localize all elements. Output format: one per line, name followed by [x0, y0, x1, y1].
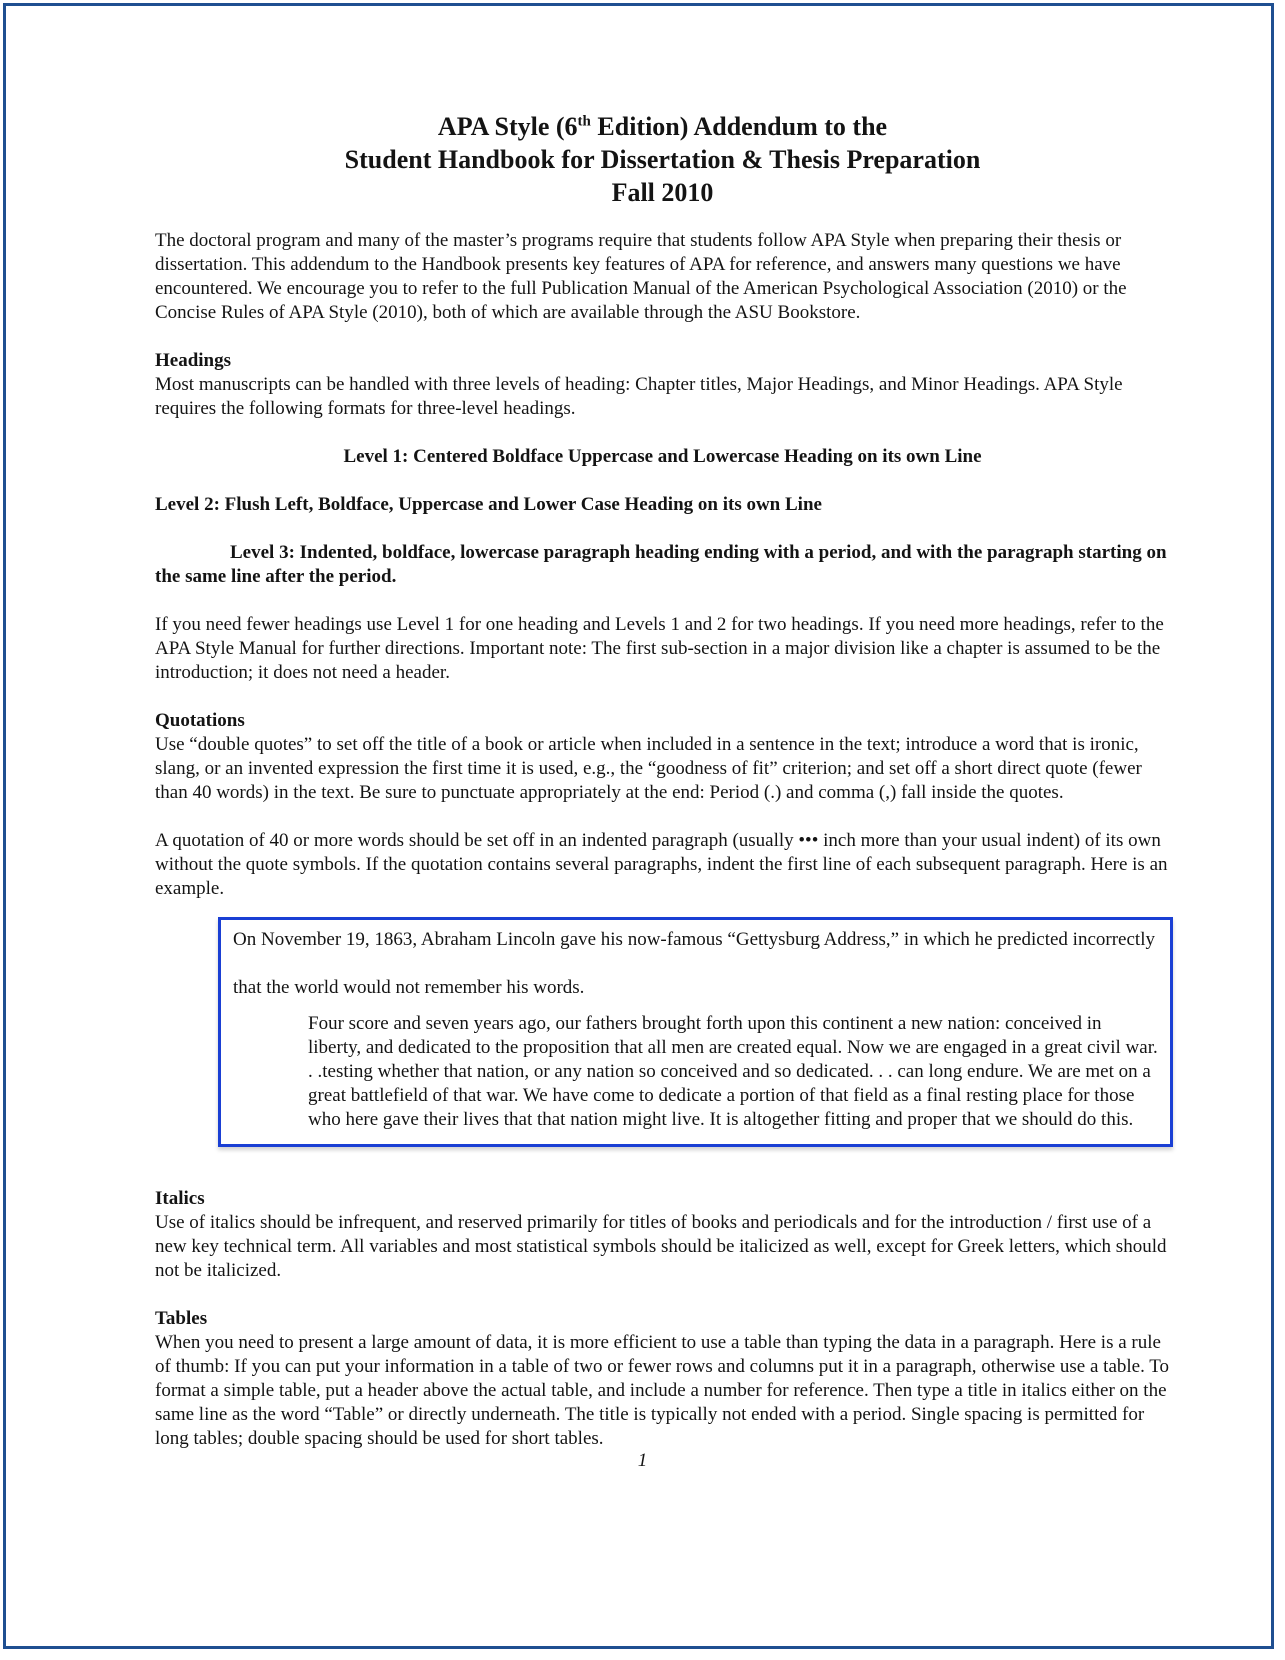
title-line-2: Student Handbook for Dissertation & Thesis Preparation: [344, 145, 981, 174]
headings-section-body: Most manuscripts can be handled with three levels of heading: Chapter titles, Major Headings, and Minor Headings. APA Style requires the following formats for three-level headings.: [155, 374, 1123, 419]
title-line-3: Fall 2010: [611, 178, 714, 207]
intro-paragraph: The doctoral program and many of the master’s programs require that students follow APA Style when preparing their thesis or dissertation. This addendum to the Handbook presents key features of APA for reference, and answers many questions we have encountered. We encourage you to refer to the full Publication Manual of the American Psychological Association (2010) or the Concise Rules of APA Style (2010), both of which are available through the ASU Bookstore.: [155, 230, 1127, 323]
quotation-example-box: [218, 917, 1173, 1147]
level1-heading-example: Level 1: Centered Boldface Uppercase and Lowercase Heading on its own Line: [343, 446, 982, 467]
level2-heading-example: Level 2: Flush Left, Boldface, Uppercase and Lower Case Heading on its own Line: [155, 494, 822, 515]
headings-section-heading: Headings: [155, 350, 232, 371]
tables-section-body: When you need to present a large amount of data, it is more efficient to use a table than typing the data in a paragraph. Here is a rule of thumb: If you can put your information in a table of two or fewer rows and columns put it in a paragraph, otherwise use a table. To format a simple table, put a header above the actual table, and include a number for reference. Then type a title in italics either on the same line as the word “Table” or directly underneath. The title is typically not ended with a period. Single spacing is permitted for long tables; double spacing should be used for short tables.: [155, 1332, 1170, 1449]
level3-heading-example: Level 3: Indented, boldface, lowercase paragraph heading ending with a period, and with the paragraph starting on the same line after the period.: [155, 542, 1167, 587]
quotation-example-lead: On November 19, 1863, Abraham Lincoln gave his now-famous “Gettysburg Address,” in which he predicted incorrectly that the world would not remember his words.: [233, 929, 1155, 998]
italics-section-heading: Italics: [155, 1188, 205, 1209]
document-title: [155, 110, 1170, 209]
headings-note-paragraph: If you need fewer headings use Level 1 for one heading and Levels 1 and 2 for two headings. If you need more headings, refer to the APA Style Manual for further directions. Important note: The first sub-section in a major division like a chapter is assumed to be the introduction; it does not need a header.: [155, 614, 1164, 683]
quotation-example-block: Four score and seven years ago, our fathers brought forth upon this continent a new nation: conceived in liberty, and dedicated to the proposition that all men are created equal. Now we are engaged in a great civil war. . .testing whether that nation, or any nation so conceived and so dedicated. . . can long endure. We are met on a great battlefield of that war. We have come to dedicate a portion of that field as a final resting place for those who here gave their lives that that nation might live. It is altogether fitting and proper that we should do this.: [308, 1013, 1158, 1130]
title-superscript: th: [577, 113, 591, 130]
tables-section-heading: Tables: [155, 1308, 208, 1329]
document-page: [155, 110, 1170, 1451]
title-line-1: APA Style (6th Edition) Addendum to the: [437, 112, 888, 141]
quotations-body-1: Use “double quotes” to set off the title of a book or article when included in a sentence in the text; introduce a word that is ironic, slang, or an invented expression the first time it is used, e.g., the “goodness of fit” criterion; and set off a short direct quote (fewer than 40 words) in the text. Be sure to punctuate appropriately at the end: Period (.) and comma (,) fall inside the quotes.: [155, 734, 1142, 803]
quotations-section-heading: Quotations: [155, 710, 245, 731]
page-number: 1: [637, 1450, 648, 1471]
quotations-body-2: A quotation of 40 or more words should be set off in an indented paragraph (usually ••• inch more than your usual indent) of its own without the quote symbols. If the quotation contains several paragraphs, indent the first line of each subsequent paragraph. Here is an example.: [155, 830, 1168, 899]
italics-section-body: Use of italics should be infrequent, and reserved primarily for titles of books and periodicals and for the introduction / first use of a new key technical term. All variables and most statistical symbols should be italicized as well, except for Greek letters, which should not be italicized.: [155, 1212, 1167, 1281]
